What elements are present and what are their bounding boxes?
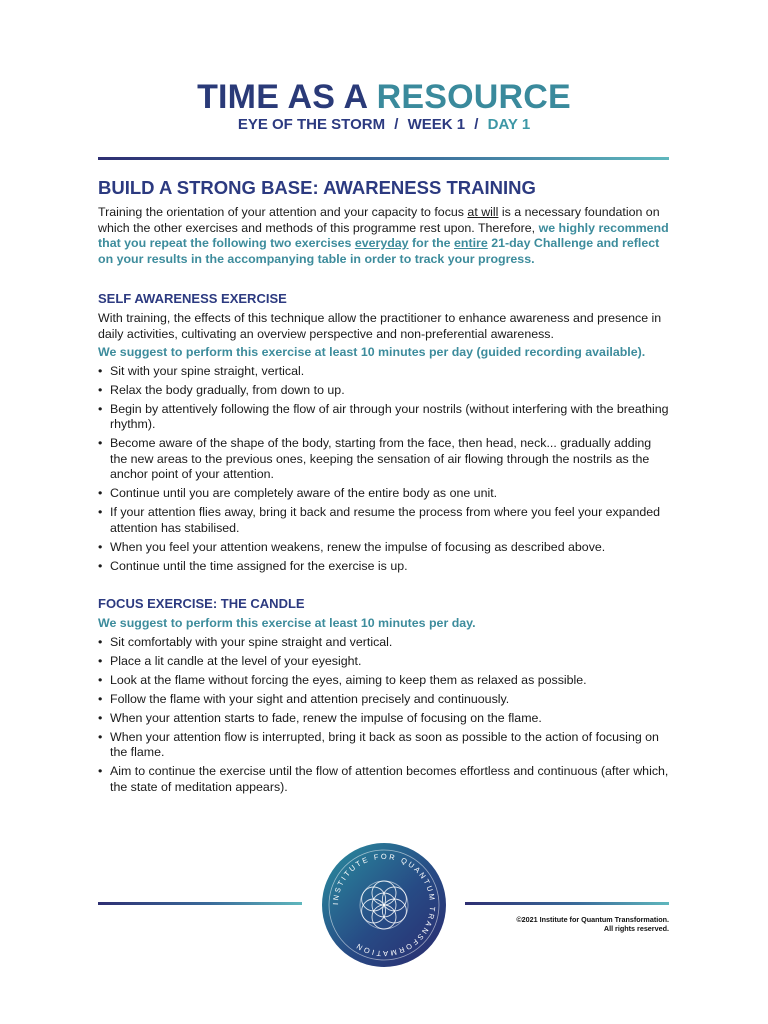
copyright-line: ©2021 Institute for Quantum Transformation. bbox=[516, 915, 669, 924]
subtitle-series: EYE OF THE STORM bbox=[237, 116, 386, 133]
list-item: • Place a lit candle at the level of your eyesight. bbox=[98, 654, 670, 670]
list-item: • When you feel your attention weakens, renew the impulse of focusing as described above. bbox=[98, 540, 670, 556]
highlight-text: we highly recommend that you repeat the following two exercises bbox=[98, 220, 669, 250]
focus-suggestion: We suggest to perform this exercise at least 10 minutes per day. bbox=[98, 616, 476, 630]
subtitle-separator: / bbox=[394, 116, 399, 133]
list-item: • When your attention flow is interrupted, bring it back as soon as possible to the action of focusing on the flame. bbox=[98, 730, 670, 761]
focus-section bbox=[98, 596, 670, 795]
self-awareness-section bbox=[98, 291, 670, 574]
title-part-1: TIME AS A bbox=[197, 78, 367, 116]
list-item: • Aim to continue the exercise until the flow of attention becomes effortless and continuous (after which, the state of meditation appears). bbox=[98, 764, 670, 795]
main-content bbox=[98, 177, 670, 799]
intro-underline-at-will: at will bbox=[467, 205, 499, 219]
title-part-2: RESOURCE bbox=[376, 78, 571, 116]
institute-logo bbox=[321, 842, 447, 968]
copyright-line: All rights reserved. bbox=[603, 924, 669, 933]
focus-heading: FOCUS EXERCISE: THE CANDLE bbox=[98, 596, 305, 611]
focus-list bbox=[98, 635, 670, 796]
list-item: • Become aware of the shape of the body, starting from the face, then head, neck... gradually adding the new areas to the previous ones, keeping the sensation of air flowing through the nostrils as the anchor point of your attention. bbox=[98, 436, 670, 483]
list-item: • Relax the body gradually, from down to up. bbox=[98, 383, 670, 399]
list-item: • Look at the flame without forcing the eyes, aiming to keep them as relaxed as possible. bbox=[98, 673, 670, 689]
subtitle-day: DAY 1 bbox=[487, 116, 531, 133]
intro-text: Training the orientation of your attention and your capacity to focus bbox=[98, 205, 468, 219]
footer-divider-right bbox=[465, 902, 669, 905]
subtitle-week: WEEK 1 bbox=[407, 116, 466, 133]
footer-divider-left bbox=[98, 902, 302, 905]
subtitle-separator: / bbox=[474, 116, 479, 133]
copyright-notice bbox=[470, 915, 669, 933]
self-awareness-heading: SELF AWARENESS EXERCISE bbox=[98, 291, 287, 306]
intro-text: is a necessary foundation on which the other exercises and methods of this programme rest upon. Therefore, bbox=[98, 205, 660, 235]
highlight-text: for the bbox=[408, 236, 455, 250]
list-item: • If your attention flies away, bring it back and resume the process from where you feel your expanded attention has stabilised. bbox=[98, 505, 670, 536]
list-item: • Follow the flame with your sight and attention precisely and continuously. bbox=[98, 692, 670, 708]
header-divider bbox=[98, 157, 669, 160]
logo-ring-text: INSTITUTE FOR QUANTUM TRANSFORMATION bbox=[330, 851, 438, 959]
highlight-text: 21-day Challenge and reflect on your results in the accompanying table in order to track your progress. bbox=[98, 236, 660, 266]
intro-heading: BUILD A STRONG BASE: AWARENESS TRAINING bbox=[98, 177, 536, 198]
intro-paragraph bbox=[98, 205, 670, 267]
self-awareness-description: With training, the effects of this technique allow the practitioner to enhance awareness and presence in daily activities, cultivating an overview perspective and non-preferential awareness. bbox=[98, 311, 662, 341]
list-item: • Continue until the time assigned for the exercise is up. bbox=[98, 559, 670, 575]
highlight-underline-everyday: everyday bbox=[354, 236, 409, 250]
highlight-underline-entire: entire bbox=[454, 236, 488, 250]
list-item: • Sit with your spine straight, vertical. bbox=[98, 364, 670, 380]
self-awareness-list bbox=[98, 364, 670, 575]
page-subtitle bbox=[0, 116, 768, 133]
list-item: • Begin by attentively following the flow of air through your nostrils (without interfering with the breathing rhythm). bbox=[98, 402, 670, 433]
self-awareness-suggestion: We suggest to perform this exercise at least 10 minutes per day (guided recording available). bbox=[98, 345, 646, 359]
list-item: • Continue until you are completely aware of the entire body as one unit. bbox=[98, 486, 670, 502]
page-title bbox=[0, 78, 768, 117]
list-item: • Sit comfortably with your spine straight and vertical. bbox=[98, 635, 670, 651]
list-item: • When your attention starts to fade, renew the impulse of focusing on the flame. bbox=[98, 711, 670, 727]
